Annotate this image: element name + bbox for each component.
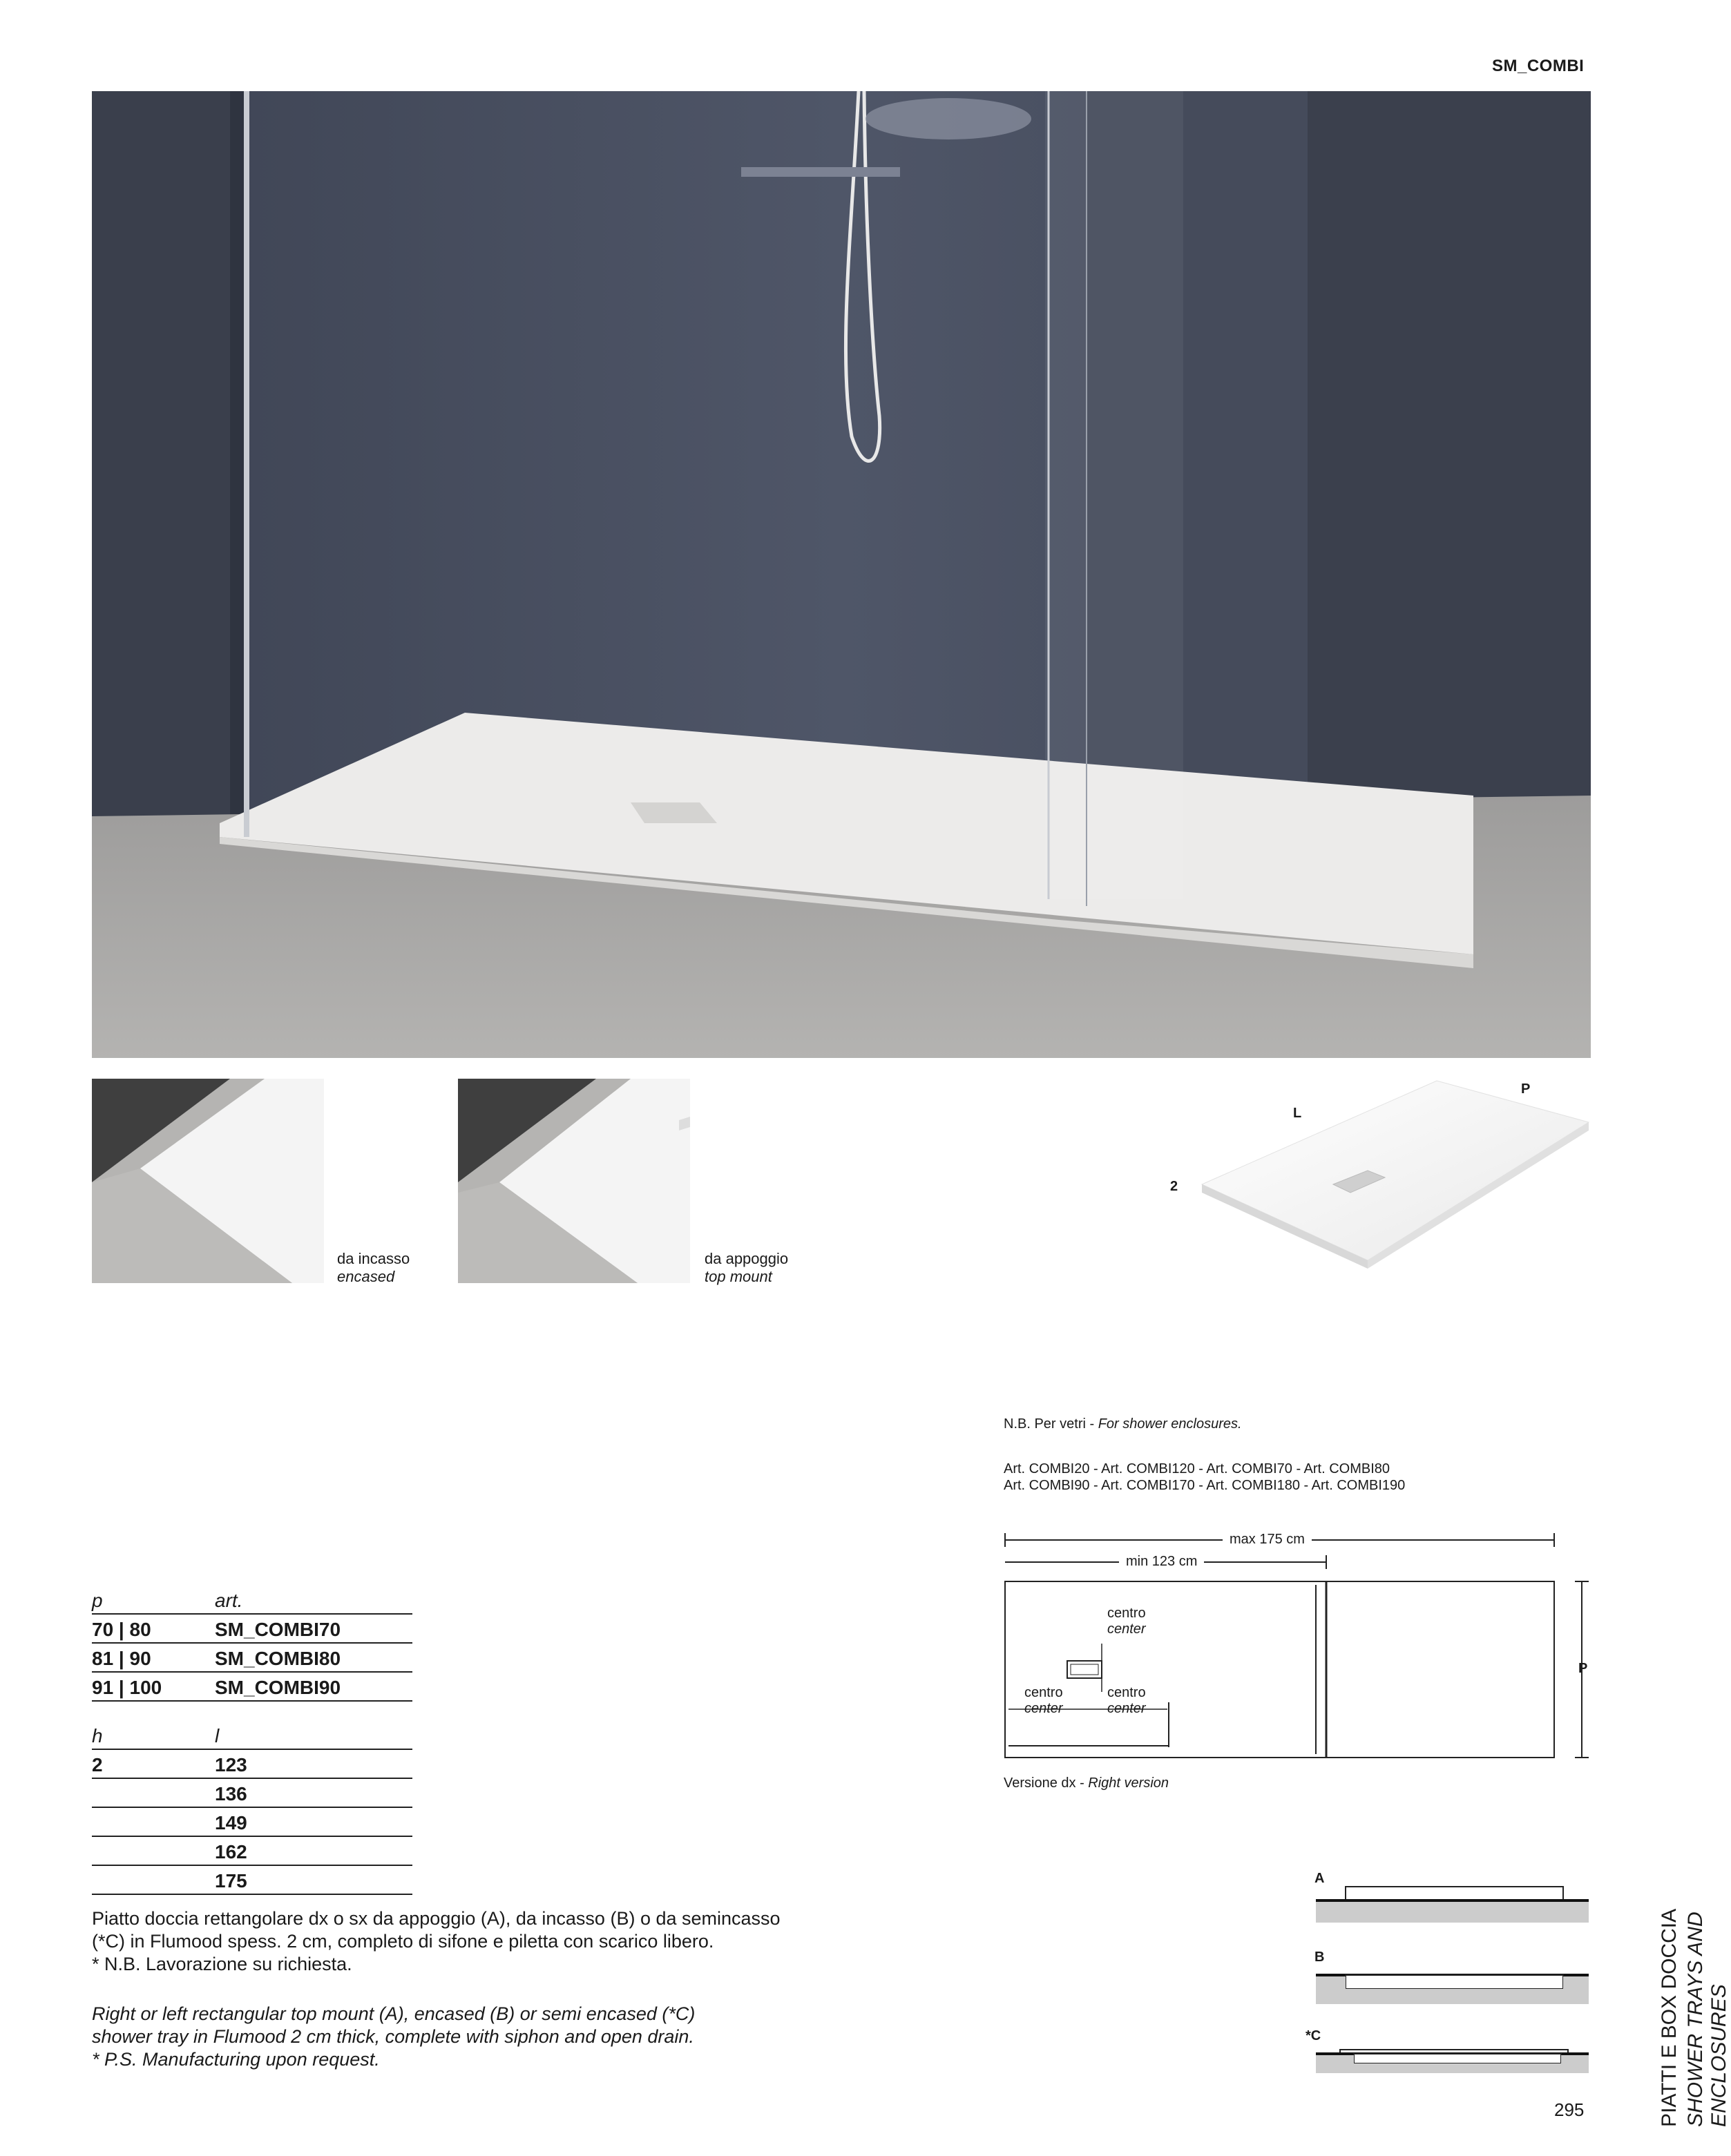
hero-photo [92,91,1591,1058]
table-row: 2 123 [92,1750,412,1779]
article-list [1004,1461,1405,1494]
swatch-topmount-caption [705,1250,788,1286]
min-dimension-label: min 123 cm [1119,1554,1204,1570]
render-label-l: L [1293,1106,1302,1121]
product-code: SM_COMBI [1492,57,1585,75]
sidebar-title-en: SHOWER TRAYS AND ENCLOSURES [1684,1912,1730,2127]
swatch-topmount-image [458,1079,690,1283]
table-p [92,1586,412,1702]
section-a-label: A [1314,1871,1325,1886]
table-row: 149 [92,1808,412,1837]
render-label-p: P [1521,1081,1531,1097]
plan-label-p: P [1578,1661,1588,1676]
version-it: Versione dx - [1004,1775,1089,1791]
nb-note-it: N.B. Per vetri - [1004,1416,1098,1432]
nb-note [1004,1416,1242,1432]
table-h [92,1721,412,1895]
swatch-label-en: encased [337,1268,395,1285]
center-label-top: centro center [1107,1606,1146,1637]
swatch-encased-image [92,1079,324,1283]
table-row: 91 | 100 SM_COMBI90 [92,1673,412,1702]
article-line-2: Art. COMBI90 - Art. COMBI170 - Art. COMBI180 - Art. COMBI190 [1004,1478,1406,1493]
description-en: Right or left rectangular top mount (A), encased (B) or semi encased (*C) shower tray in Flumood 2 cm thick, complete with siphon and open drain. * P.S. Manufacturing upon request. [92,2003,696,2070]
version-en: Right version [1088,1775,1169,1791]
table-row: 136 [92,1779,412,1808]
table-row: 81 | 90 SM_COMBI80 [92,1644,412,1673]
table-row: 162 [92,1837,412,1866]
section-c-diagram [1312,2030,1592,2079]
render-label-h: 2 [1170,1179,1178,1194]
tray-render-image [1195,1081,1589,1288]
description-it: Piatto doccia rettangolare dx o sx da appoggio (A), da incasso (B) o da semincasso (*C) in Flumood spess. 2 cm, completo di sifone e piletta con scarico libero. * N.B. Lavorazione su richiesta. [92,1908,781,1974]
table-p-header: p art. [92,1586,412,1615]
article-line-1: Art. COMBI20 - Art. COMBI120 - Art. COMBI70 - Art. COMBI80 [1004,1461,1390,1476]
page-number: 295 [1554,2099,1585,2120]
section-b-label: B [1314,1950,1325,1965]
swatch-encased-caption [337,1250,410,1286]
section-a-diagram [1312,1878,1592,1927]
section-b-diagram [1312,1961,1592,2010]
max-dimension-label: max 175 cm [1223,1532,1312,1548]
swatch-label-it: da incasso [337,1250,410,1267]
section-c-label: *C [1306,2028,1321,2043]
swatch-label-it: da appoggio [705,1250,789,1267]
table-h-header: h l [92,1721,412,1750]
sidebar-title-it: PIATTI E BOX DOCCIA [1658,1908,1681,2127]
table-row: 175 [92,1866,412,1895]
center-label-right: centro center [1107,1685,1146,1716]
table-row: 70 | 80 SM_COMBI70 [92,1615,412,1644]
center-label-left: centro center [1024,1685,1063,1716]
nb-note-en: For shower enclosures. [1098,1416,1242,1432]
plan-diagram [1002,1526,1596,1775]
version-label [1004,1775,1169,1791]
swatch-label-en: top mount [705,1268,772,1285]
